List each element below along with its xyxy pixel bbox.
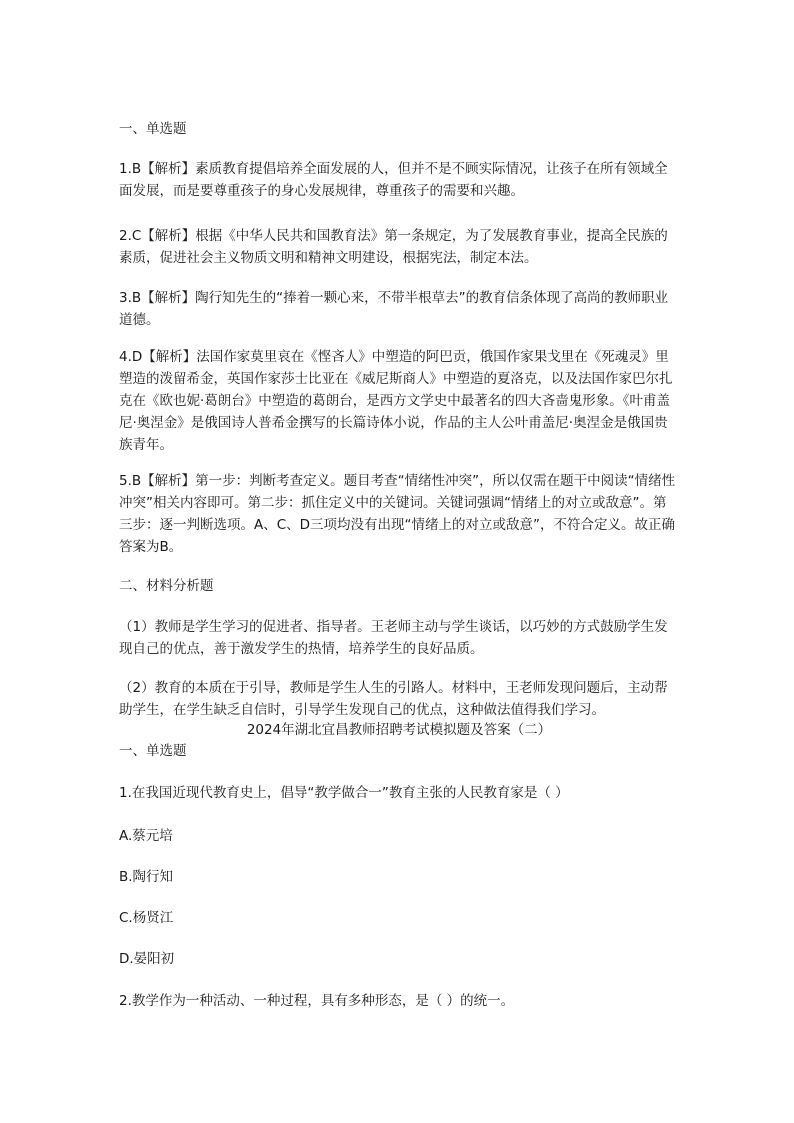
- question-1-stem: 1.在我国近现代教育史上，倡导“教学做合一”教育主张的人民教育家是（ ）: [119, 785, 569, 801]
- answer-explanation-2: 2.C【解析】根据《中华人民共和国教育法》第一条规定，为了发展教育事业，提高全民族的素质，促进社会主义物质文明和精神文明建设，根据宪法，制定本法。: [119, 228, 668, 266]
- answer-explanation-5: 5.B【解析】第一步：判断考查定义。题目考查“情绪性冲突”，所以仅需在题干中阅读“情绪性冲突”相关内容即可。第二步：抓住定义中的关键词。关键词强调“情绪上的对立或敌意”。第三步：逐一判断选项。A、C、D三项均没有出现“情绪上的对立或敌意”，不符合定义。故正确答案为B。: [119, 473, 676, 555]
- section-heading-single-choice: 一、单选题: [119, 121, 187, 137]
- section-heading-single-choice-2: 一、单选题: [119, 743, 187, 759]
- question-2-stem: 2.教学作为一种活动、一种过程，具有多种形态，是（ ）的统一。: [119, 993, 515, 1009]
- paper-title: 2024年湖北宜昌教师招聘考试模拟题及答案（二）: [246, 722, 552, 738]
- answer-explanation-4: 4.D【解析】法国作家莫里哀在《悭吝人》中塑造的阿巴贡，俄国作家果戈里在《死魂灵》里塑造的泼留希金，英国作家莎士比亚在《威尼斯商人》中塑造的夏洛克，以及法国作家巴尔扎克在《欧也妮·葛朗台》中塑造的葛朗台，是西方文学史中最著名的四大吝啬鬼形象。《叶甫盖尼·奥涅金》是俄国诗人普希金撰写的长篇诗体小说，作品的主人公叶甫盖尼·奥涅金是俄国贵族青年。: [119, 349, 673, 453]
- question-1-option-a: A.蔡元培: [119, 828, 173, 844]
- question-1-option-b: B.陶行知: [119, 869, 174, 885]
- material-analysis-paragraph-2: （2）教育的本质在于引导，教师是学生人生的引路人。材料中，王老师发现问题后，主动帮助学生，在学生缺乏自信时，引导学生发现自己的优点，这种做法值得我们学习。: [119, 680, 668, 718]
- answer-explanation-3: 3.B【解析】陶行知先生的“捧着一颗心来，不带半根草去”的教育信条体现了高尚的教师职业道德。: [119, 290, 669, 328]
- question-1-option-d: D.晏阳初: [119, 951, 175, 967]
- section-heading-material-analysis: 二、材料分析题: [119, 578, 214, 594]
- answer-explanation-1: 1.B【解析】素质教育提倡培养全面发展的人，但并不是不顾实际情况，让孩子在所有领域全面发展，而是要尊重孩子的身心发展规律，尊重孩子的需要和兴趣。: [119, 161, 668, 199]
- question-1-option-c: C.杨贤江: [119, 910, 174, 926]
- material-analysis-paragraph-1: （1）教师是学生学习的促进者、指导者。王老师主动与学生谈话，以巧妙的方式鼓励学生发现自己的优点，善于激发学生的热情，培养学生的良好品质。: [119, 619, 668, 657]
